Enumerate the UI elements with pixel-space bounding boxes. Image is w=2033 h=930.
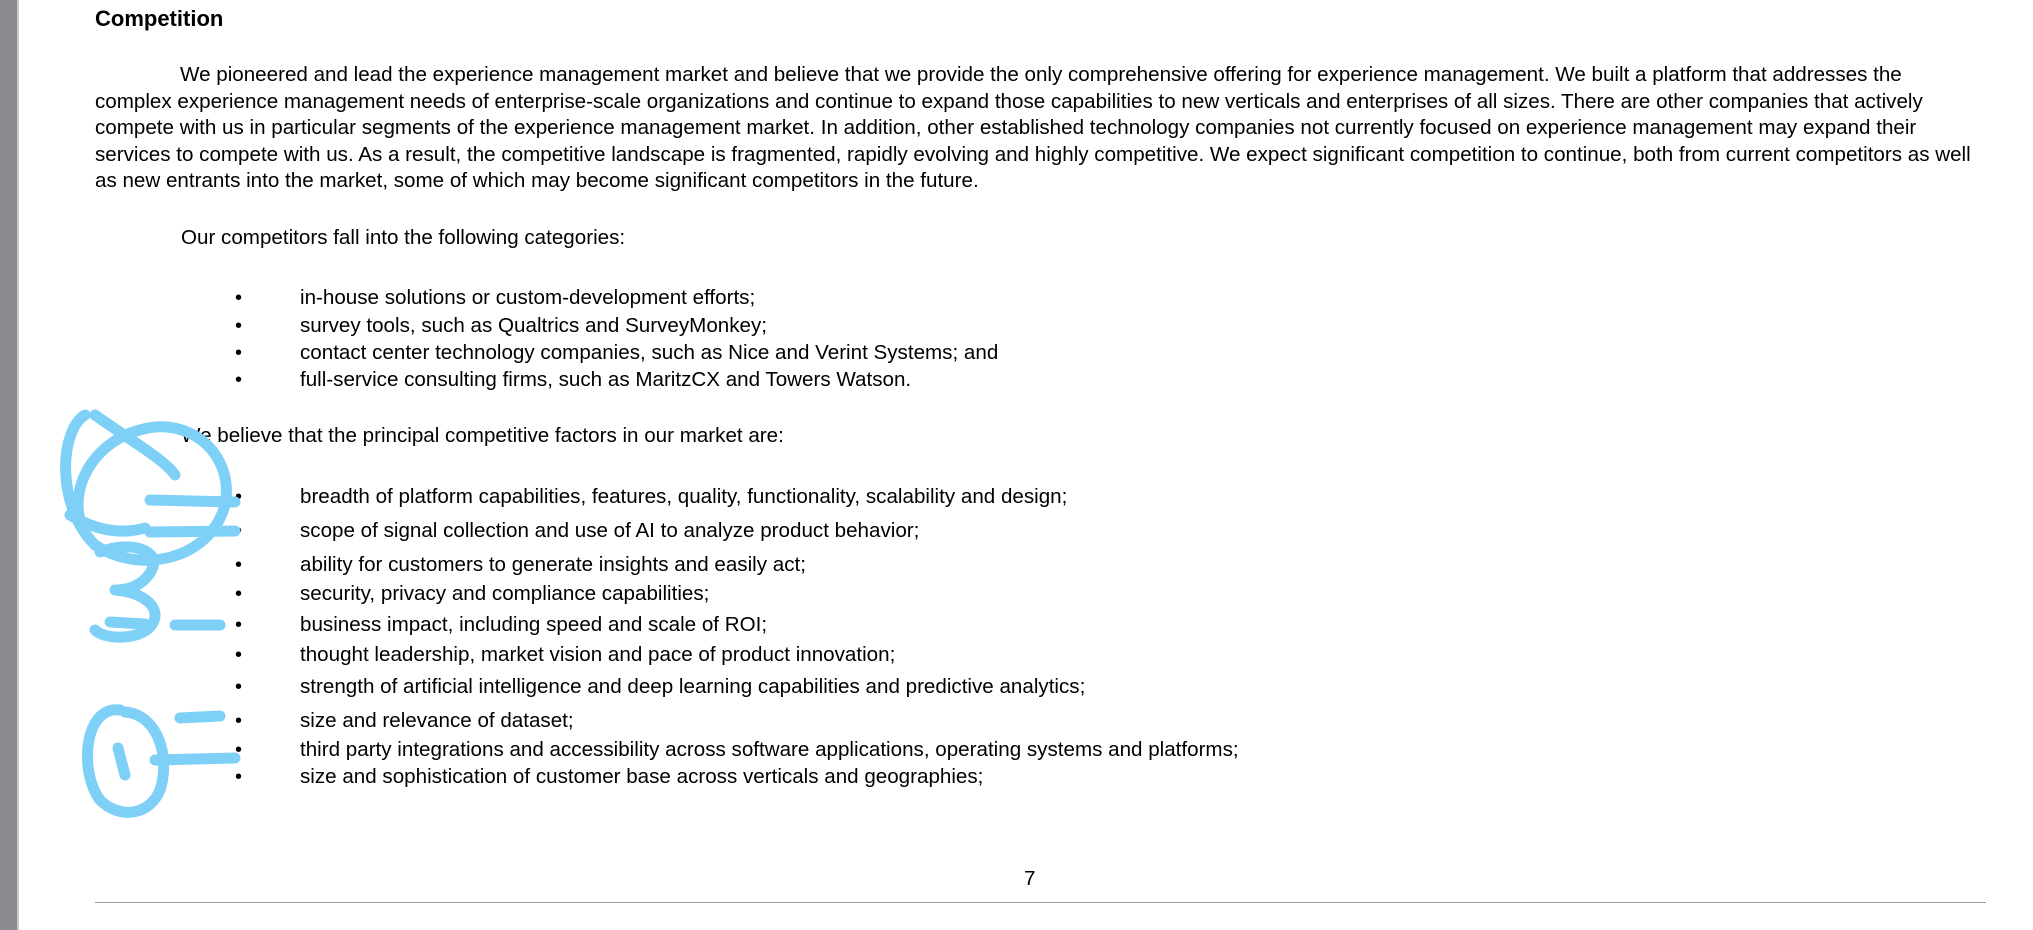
list-item-text: size and sophistication of customer base across verticals and geographies;	[300, 765, 984, 788]
competition-paragraph: We pioneered and lead the experience management market and believe that we provide the only comprehensive offering for experience management. We built a platform that addresses the complex experience management needs of enterprise-scale organizations and continue to expand those capabilities to new verticals and enterprises of all sizes. There are other companies that actively compete with us in particular segments of the experience management market. In addition, other established technology companies not currently focused on experience management may expand their services to compete with us. As a result, the competitive landscape is fragmented, rapidly evolving and highly competitive. We expect significant competition to continue, both from current competitors as well as new entrants into the market, some of which may become significant competitors in the future.	[95, 63, 1971, 193]
page-number: 7	[1024, 867, 1036, 890]
list-item-text: business impact, including speed and scale of ROI;	[300, 613, 768, 636]
bullet-icon: •	[235, 766, 243, 788]
bullet-icon: •	[235, 710, 243, 732]
bullet-icon: •	[235, 369, 243, 391]
factors-intro: We believe that the principal competitive factors in our market are:	[181, 424, 784, 447]
bullet-icon: •	[235, 520, 243, 542]
list-item-text: thought leadership, market vision and pace of product innovation;	[300, 643, 896, 666]
list-item-text: ability for customers to generate insights and easily act;	[300, 553, 806, 576]
list-item-text: contact center technology companies, such as Nice and Verint Systems; and	[300, 341, 999, 364]
bullet-icon: •	[235, 614, 243, 636]
bullet-icon: •	[235, 676, 243, 698]
bullet-icon: •	[235, 739, 243, 761]
bullet-icon: •	[235, 342, 243, 364]
list-item-text: breadth of platform capabilities, features, quality, functionality, scalability and design;	[300, 485, 1068, 508]
section-heading: Competition	[95, 6, 224, 31]
list-item-text: survey tools, such as Qualtrics and SurveyMonkey;	[300, 314, 767, 337]
list-item-text: strength of artificial intelligence and deep learning capabilities and predictive analytics;	[300, 675, 1086, 698]
list-item-text: security, privacy and compliance capabilities;	[300, 582, 710, 605]
footer-divider	[95, 902, 1986, 903]
list-item-text: third party integrations and accessibility across software applications, operating systems and platforms;	[300, 738, 1239, 761]
list-item-text: size and relevance of dataset;	[300, 709, 574, 732]
viewer-gutter	[0, 0, 17, 930]
list-item-text: in-house solutions or custom-development efforts;	[300, 286, 756, 309]
bullet-icon: •	[235, 486, 243, 508]
competitors-intro: Our competitors fall into the following categories:	[181, 226, 626, 249]
list-item-text: full-service consulting firms, such as MaritzCX and Towers Watson.	[300, 368, 912, 391]
bullet-icon: •	[235, 583, 243, 605]
bullet-icon: •	[235, 315, 243, 337]
document-page	[19, 0, 2033, 930]
list-item-text: scope of signal collection and use of AI to analyze product behavior;	[300, 519, 920, 542]
bullet-icon: •	[235, 554, 243, 576]
bullet-icon: •	[235, 287, 243, 309]
bullet-icon: •	[235, 644, 243, 666]
